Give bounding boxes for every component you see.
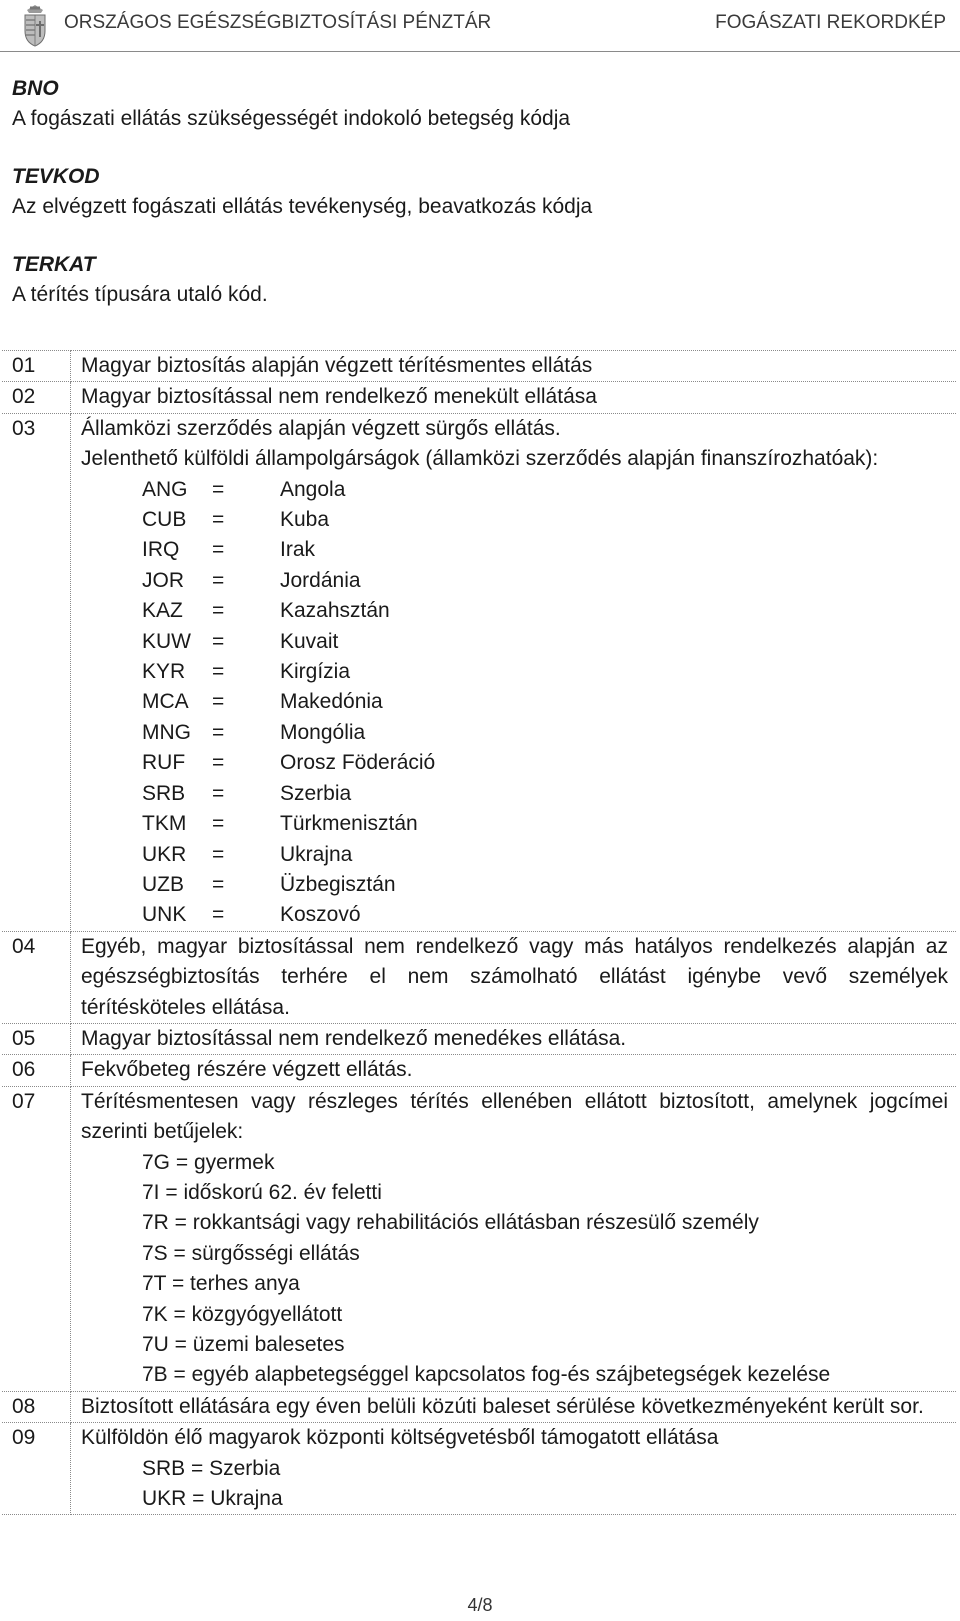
- description-cell: [71, 1086, 957, 1391]
- list-item: 7T = terhes anya: [142, 1272, 300, 1296]
- country-name: Kirgízia: [280, 660, 351, 684]
- country-name: Türkmenisztán: [280, 812, 418, 836]
- equals-sign: =: [212, 781, 225, 805]
- equals-sign: =: [212, 508, 225, 532]
- country-name: Jordánia: [280, 568, 361, 592]
- table-row: [2, 1423, 956, 1515]
- equals-sign: =: [212, 477, 225, 501]
- equals-sign: =: [212, 751, 225, 775]
- code-cell: 08: [2, 1391, 71, 1422]
- equals-sign: =: [212, 629, 225, 653]
- field-description: A térítés típusára utaló kód.: [12, 283, 268, 306]
- equals-sign: =: [212, 538, 225, 562]
- code-cell: 04: [2, 931, 71, 1023]
- country-name: Koszovó: [280, 903, 361, 927]
- list-item: 7R = rokkantsági vagy rehabilitációs ellátásban részesülő személy: [142, 1211, 759, 1235]
- country-name: Mongólia: [280, 720, 366, 744]
- equals-sign: =: [212, 720, 225, 744]
- field-name: TERKAT: [12, 253, 96, 276]
- page-header: [0, 0, 960, 52]
- equals-sign: =: [212, 842, 225, 866]
- code-cell: 07: [2, 1086, 71, 1391]
- description-cell: Egyéb, magyar biztosítással nem rendelkező vagy más hatályos rendelkezés alapján az egészségbiztosítás terhére el nem számolható ellátást igénybe vevő személyek térítésköteles ellátása.: [71, 931, 957, 1023]
- country-code: MCA: [142, 690, 189, 714]
- field-terkat: [12, 250, 268, 310]
- table-row: [2, 931, 956, 1023]
- description-cell: Fekvőbeteg részére végzett ellátás.: [71, 1055, 957, 1086]
- list-item: SRB = Szerbia: [142, 1456, 281, 1480]
- list-item: 7I = időskorú 62. év feletti: [142, 1180, 382, 1204]
- country-name: Szerbia: [280, 781, 352, 805]
- organization-name: ORSZÁGOS EGÉSZSÉGBIZTOSÍTÁSI PÉNZTÁR: [64, 12, 492, 33]
- country-name: Ukrajna: [280, 842, 353, 866]
- field-description: Az elvégzett fogászati ellátás tevékenység, beavatkozás kódja: [12, 195, 593, 218]
- description-cell: Magyar biztosítás alapján végzett térítésmentes ellátás: [71, 351, 957, 382]
- list-item: 7B = egyéb alapbetegséggel kapcsolatos fog-és szájbetegségek kezelése: [142, 1363, 831, 1387]
- description-cell: [71, 1423, 957, 1515]
- coat-of-arms-icon: [22, 3, 48, 47]
- country-code: ANG: [142, 477, 188, 501]
- code-cell: 05: [2, 1023, 71, 1054]
- description-cell: [71, 413, 957, 931]
- country-code: SRB: [142, 781, 186, 805]
- list-item: UKR = Ukrajna: [142, 1487, 283, 1511]
- field-bno: [12, 74, 570, 134]
- country-code: UNK: [142, 903, 187, 927]
- list-item: 7G = gyermek: [142, 1150, 275, 1174]
- equals-sign: =: [212, 812, 225, 836]
- country-code: TKM: [142, 812, 187, 836]
- country-name: Orosz Föderáció: [280, 751, 436, 775]
- equals-sign: =: [212, 599, 225, 623]
- table-row: [2, 413, 956, 931]
- country-code: MNG: [142, 720, 191, 744]
- page-number: 4/8: [467, 1595, 493, 1615]
- description-text: Külföldön élő magyarok központi költségvetésből támogatott ellátása: [81, 1426, 719, 1450]
- terkat-code-table: [2, 350, 956, 1515]
- country-code: CUB: [142, 508, 187, 532]
- table-row: [2, 1391, 956, 1422]
- country-name: Üzbegisztán: [280, 872, 396, 896]
- table-row: [2, 1086, 956, 1391]
- list-item: 7U = üzemi balesetes: [142, 1333, 345, 1356]
- country-code: KAZ: [142, 599, 183, 623]
- code-cell: 02: [2, 382, 71, 413]
- table-row: [2, 382, 956, 413]
- country-code: UKR: [142, 842, 187, 866]
- description-cell: Magyar biztosítással nem rendelkező menedékes ellátása.: [71, 1023, 957, 1054]
- code-cell: 01: [2, 351, 71, 382]
- document-title: FOGÁSZATI REKORDKÉP: [715, 12, 946, 33]
- equals-sign: =: [212, 872, 225, 896]
- code-cell: 03: [2, 413, 71, 931]
- code-cell: 09: [2, 1423, 71, 1515]
- country-name: Kuvait: [280, 629, 339, 653]
- country-code: KYR: [142, 660, 186, 684]
- country-name: Kazahsztán: [280, 599, 390, 623]
- field-name: TEVKOD: [12, 165, 100, 188]
- table-row: [2, 1023, 956, 1054]
- field-name: BNO: [12, 77, 59, 100]
- equals-sign: =: [212, 903, 225, 927]
- country-name: Angola: [280, 477, 346, 501]
- country-list: [81, 475, 948, 931]
- country-code-list: [81, 1454, 948, 1515]
- list-item: 7S = sürgősségi ellátás: [142, 1241, 360, 1265]
- field-description: A fogászati ellátás szükségességét indokoló betegség kódja: [12, 107, 571, 130]
- field-tevkod: [12, 162, 592, 222]
- code-cell: 06: [2, 1055, 71, 1086]
- country-name: Makedónia: [280, 690, 383, 714]
- equals-sign: =: [212, 568, 225, 592]
- equals-sign: =: [212, 660, 225, 684]
- table-row: [2, 1055, 956, 1086]
- country-name: Kuba: [280, 508, 330, 532]
- list-item: 7K = közgyógyellátott: [142, 1302, 343, 1326]
- letter-code-list: [81, 1148, 948, 1391]
- table-row: [2, 351, 956, 382]
- country-code: JOR: [142, 568, 184, 592]
- country-code: RUF: [142, 751, 186, 775]
- country-code: KUW: [142, 629, 191, 653]
- description-subtext: Jelenthető külföldi állampolgárságok (államközi szerződés alapján finanszírozhatóak):: [81, 447, 879, 471]
- description-cell: Biztosított ellátására egy éven belüli közúti baleset sérülése következményeként került sor.: [71, 1391, 957, 1422]
- description-cell: Magyar biztosítással nem rendelkező menekült ellátása: [71, 382, 957, 413]
- country-code: IRQ: [142, 538, 180, 562]
- description-text: Térítésmentesen vagy részleges térítés ellenében ellátott biztosított, amelynek jogcímei szerinti betűjelek:: [81, 1089, 948, 1144]
- equals-sign: =: [212, 690, 225, 714]
- description-text: Államközi szerződés alapján végzett sürgős ellátás.: [81, 416, 561, 440]
- country-name: Irak: [280, 538, 316, 562]
- country-code: UZB: [142, 872, 184, 896]
